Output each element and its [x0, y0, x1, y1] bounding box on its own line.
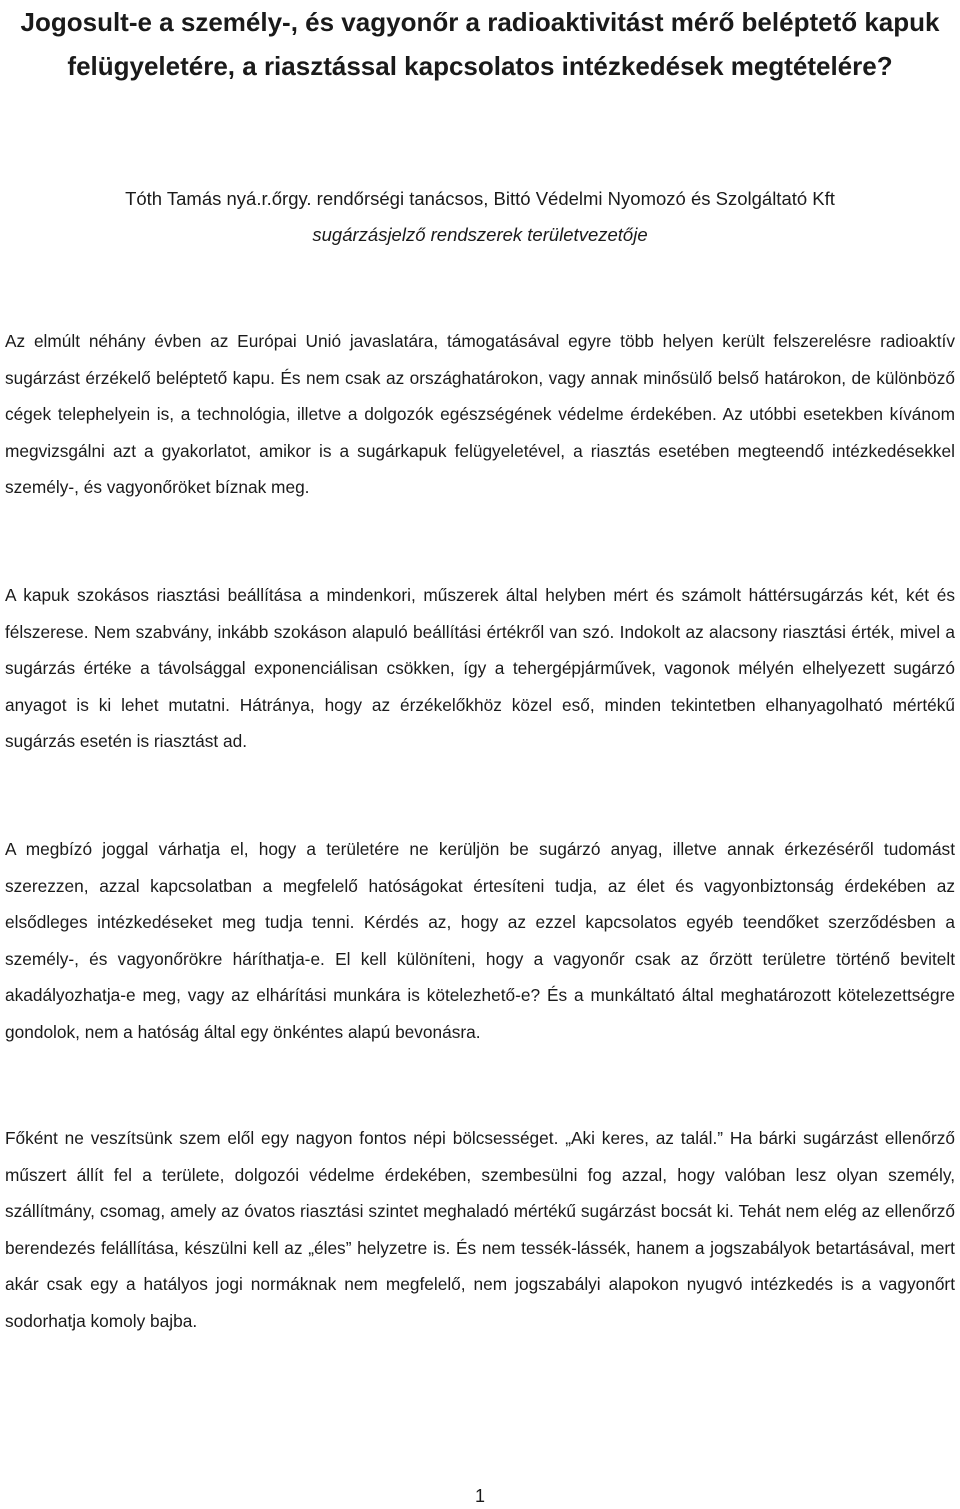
paragraph: A kapuk szokásos riasztási beállítása a mindenkori, műszerek által helyben mért és számolt háttérsugárzás két, két és félszerese. Nem szabvány, inkább szokáson alapuló beállítási értékről van szó. Indokolt az alacsony riasztási érték, mivel a sugárzás értéke a távolsággal exponenciálisan csökken, így a tehergépjárművek, vagonok mélyén elhelyezett sugárzó anyagot is ki lehet mutatni. Hátránya, hogy az érzékelőkhöz közel eső, minden tekintetben elhanyagolható mértékű sugárzás esetén is riasztást ad. — [5, 585, 955, 752]
page-number: 1 — [474, 1486, 485, 1506]
paragraph: Az elmúlt néhány évben az Európai Unió javaslatára, támogatásával egyre több helyen került felszerelésre radioaktív sugárzást érzékelő beléptető kapu. És nem csak az országhatárokon, vagy annak minősülő belső határokon, de különböző cégek telephelyein is, a technológia, illetve a dolgozók egészségének védelme érdekében. Az utóbbi esetekben kívánom megvizsgálni azt a gyakorlatot, amikor is a sugárkapuk felügyeletével, a riasztás esetében megteendő intézkedésekkel személy-, és vagyonőröket bíznak meg. — [5, 331, 955, 498]
document-title: Jogosult-e a személy-, és vagyonőr a radioaktivitást mérő beléptető kapuk felügyeletére, a riasztással kapcsolatos intézkedések megtételére? — [20, 7, 940, 81]
author-line: Tóth Tamás nyá.r.őrgy. rendőrségi tanácsos, Bittó Védelmi Nyomozó és Szolgáltató Kft — [125, 188, 835, 209]
author-role: sugárzásjelző rendszerek területvezetője — [312, 224, 648, 245]
paragraph: Főként ne veszítsünk szem elől egy nagyon fontos népi bölcsességet. „Aki keres, az talál.” Ha bárki sugárzást ellenőrző műszert állít fel a területe, dolgozói védelme érdekében, szembesülni fog azzal, hogy valóban lesz olyan személy, szállítmány, csomag, amely az óvatos riasztási szintet meghaladó mértékű sugárzást bocsát ki. Tehát nem elég az ellenőrző berendezés felállítása, készülni kell az „éles” helyzetre is. És nem tessék-lássék, hanem a jogszabályok betartásával, mert akár csak egy a hatályos jogi normáknak nem megfelelő, nem jogszabályi alapokon nyugvó intézkedés is a vagyonőrt sodorhatja komoly bajba. — [5, 1128, 955, 1331]
paragraph: A megbízó joggal várhatja el, hogy a területére ne kerüljön be sugárzó anyag, illetve annak érkezéséről tudomást szerezzen, azzal kapcsolatban a megfelelő hatóságokat értesíteni tudja, az élet és vagyonbiztonság érdekében az elsődleges intézkedéseket meg tudja tenni. Kérdés az, hogy az ezzel kapcsolatos egyéb teendőket szerződésben a személy-, és vagyonőrökre háríthatja-e. El kell különíteni, hogy a vagyonőr csak az őrzött területre történő bevitelt akadályozhatja-e meg, vagy az elhárítási munkára is kötelezhető-e? És a munkáltató által meghatározott kötelezettségre gondolok, nem a hatóság által egy önkéntes alapú bevonásra. — [5, 839, 955, 1042]
author-block — [0, 181, 960, 253]
